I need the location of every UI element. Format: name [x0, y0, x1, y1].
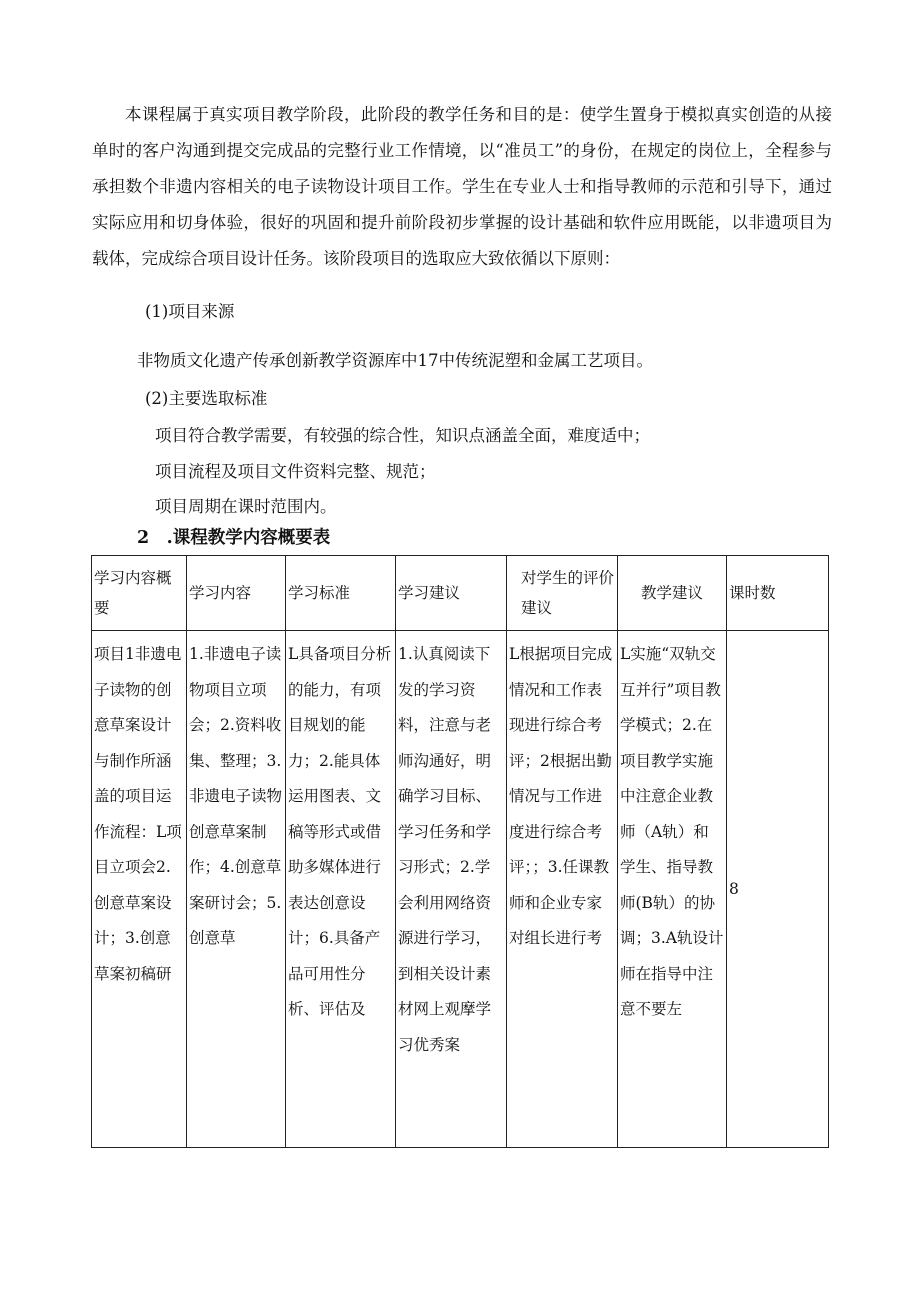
section-title: 2 .课程教学内容概要表 [137, 528, 331, 548]
summary-cell: 项目1非遗电子读物的创意草案设计与制作所涵盖的项目运作流程：L项目立项会2.创意草案设计；3.创意草案初稿研 [94, 645, 182, 983]
table-header-row [92, 556, 829, 631]
intro-paragraph: 本课程属于真实项目教学阶段，此阶段的教学任务和目的是：使学生置身于模拟真实创造的从接单时的客户沟通到提交完成品的完整行业工作情境，以“准员工”的身份，在规定的岗位上，全程参与承担数个非遗内容相关的电子读物设计项目工作。学生在专业人士和指导教师的示范和引导下，通过实际应用和切身体验，很好的巩固和提升前阶段初步掌握的设计基础和软件应用既能，以非遗项目为载体，完成综合项目设计任务。该阶段项目的选取应大致依循以下原则： [92, 105, 832, 268]
standard-cell: L具备项目分析的能力，有项目规划的能力；2.能具体运用图表、文稿等形式或借助多媒体进行表达创意设计；6.具备产品可用性分析、评估及 [288, 645, 392, 1018]
evaluation-cell: L根据项目完成情况和工作表现进行综合考评；2根据出勤情况与工作进度进行综合考评；；3.任课教师和企业专家对组长进行考 [509, 645, 613, 947]
teaching-cell: L实施“双轨交互并行”项目教学模式；2.在项目教学实施中注意企业教师（A轨）和学生、指导教师(B轨）的协调；3.A轨设计师在指导中注意不要左 [620, 645, 724, 1018]
suggestion-cell: 1.认真阅读下发的学习资料，注意与老师沟通好，明确学习目标、学习任务和学习形式；2.学会利用网络资源进行学习，到相关设计素材网上观摩学习优秀案 [398, 645, 492, 1054]
content-cell: 1.非遗电子读物项目立项会；2.资料收集、整理；3.非遗电子读物创意草案制作；4.创意草案研讨会；5.创意草 [189, 645, 283, 947]
header-cell: 对学生的评价建议 [507, 556, 618, 631]
header-cell: 学习内容 [187, 556, 286, 631]
header-cell: 学习建议 [396, 556, 507, 631]
criteria-item: 项目周期在课时范围内。 [155, 497, 337, 516]
source-heading: (1)项目来源 [145, 302, 235, 321]
hours-cell: 8 [727, 631, 829, 1148]
table-row [92, 631, 829, 1148]
header-cell: 学习标准 [286, 556, 396, 631]
criteria-heading: (2)主要选取标准 [145, 389, 268, 408]
header-cell: 教学建议 [618, 556, 727, 631]
header-cell: 课时数 [727, 556, 829, 631]
criteria-item: 项目流程及项目文件资料完整、规范； [155, 462, 436, 481]
course-content-table [91, 555, 829, 1148]
criteria-item: 项目符合教学需要，有较强的综合性，知识点涵盖全面，难度适中； [155, 426, 650, 445]
source-text: 非物质文化遗产传承创新教学资源库中17中传统泥塑和金属工艺项目。 [137, 351, 653, 370]
header-cell: 学习内容概要 [92, 556, 187, 631]
